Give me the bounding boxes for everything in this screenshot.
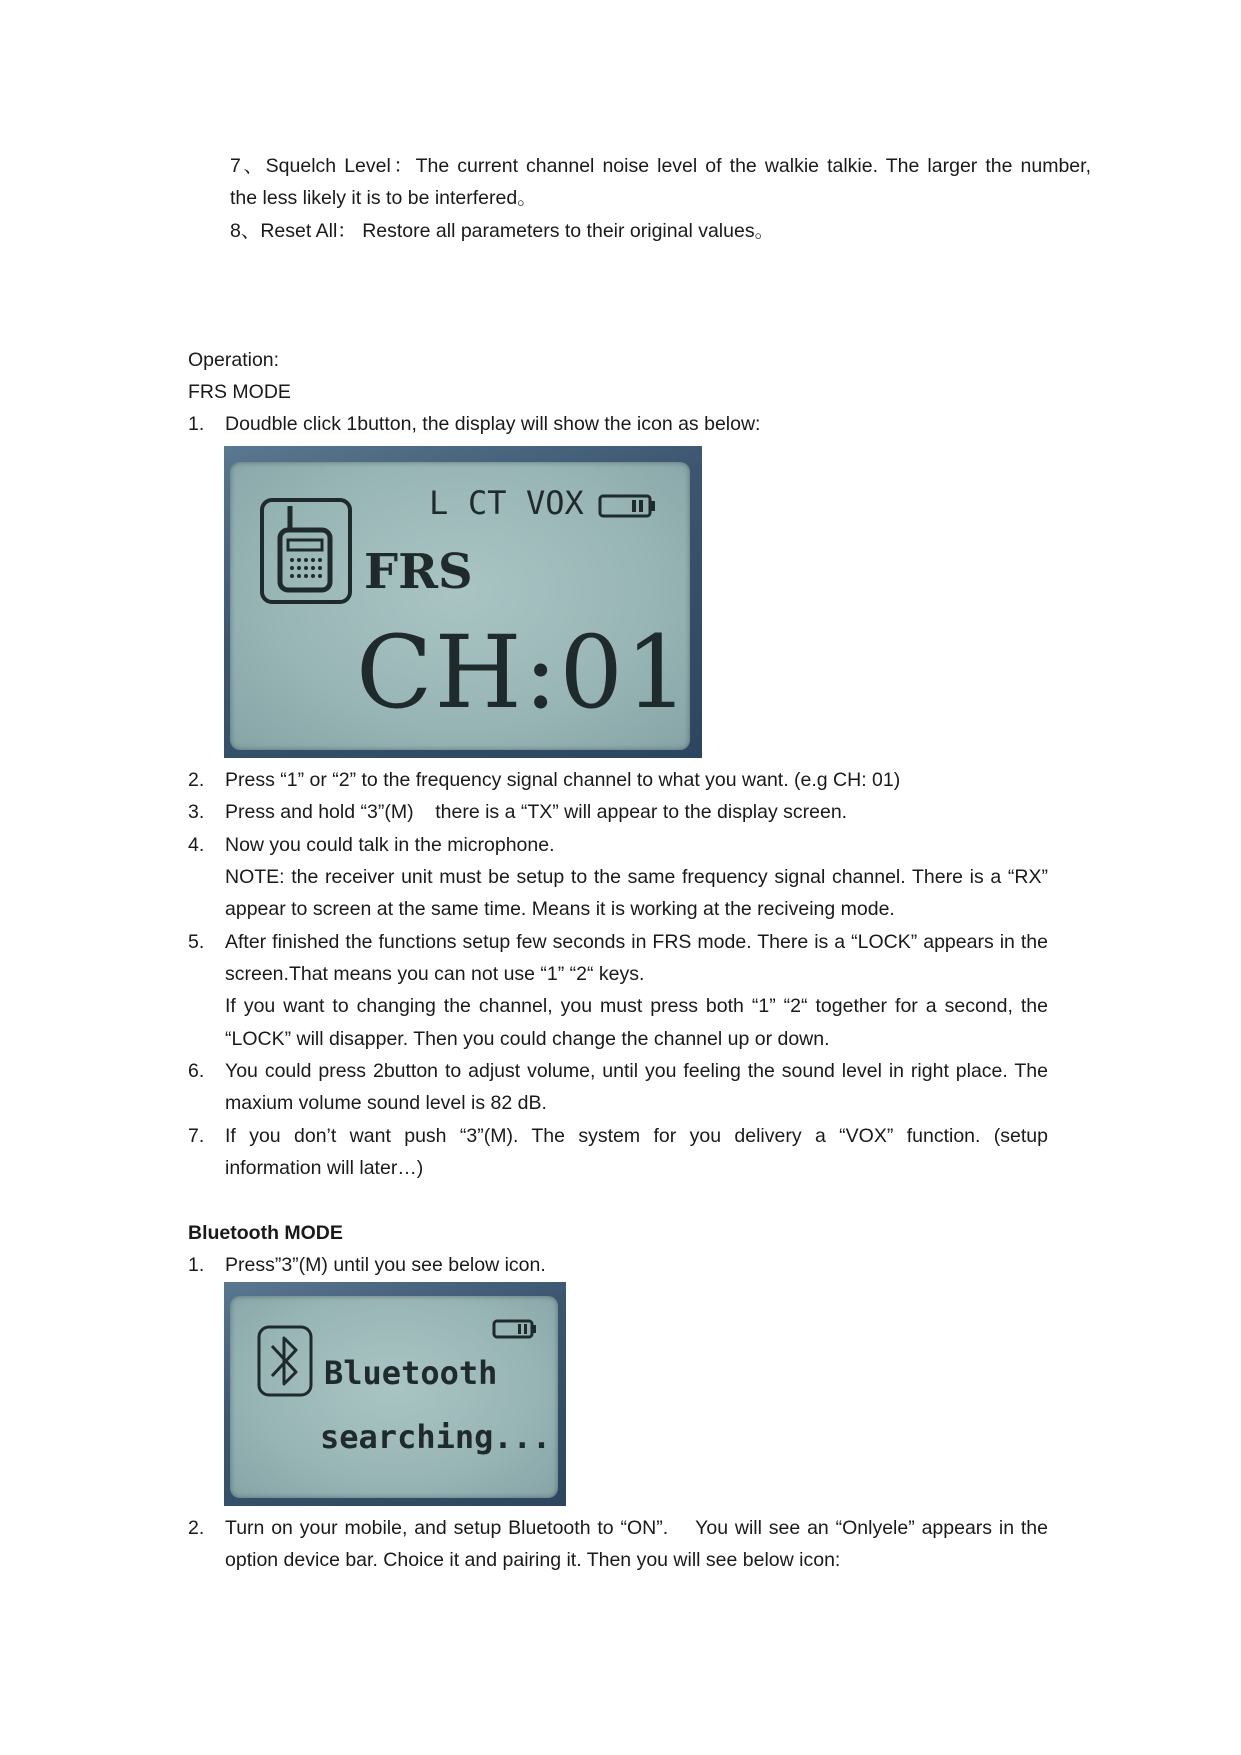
battery-icon xyxy=(598,493,658,519)
frs-step-4-line-1: Now you could talk in the microphone. xyxy=(225,834,555,856)
bt-step-1-number: 1. xyxy=(188,1254,205,1276)
lcd-bluetooth-title: Bluetooth xyxy=(324,1354,498,1392)
bt-step-2-line-2: option device bar. Choice it and pairing it. Then you will see below icon: xyxy=(225,1549,841,1571)
lcd-bluetooth-status: searching... xyxy=(320,1418,552,1456)
bluetooth-icon xyxy=(256,1324,314,1398)
frs-step-5-line-3: If you want to changing the channel, you must press both “1” “2“ together for a second, the xyxy=(225,995,1048,1017)
frs-step-3-text: Press and hold “3”(M) there is a “TX” will appear to the display screen. xyxy=(225,801,848,823)
frs-step-2-number: 2. xyxy=(188,769,205,791)
settings-item-7-line-1: 7、Squelch Level：The current channel noise level of the walkie talkie. The larger the number, xyxy=(230,155,1091,177)
settings-item-8: 8、Reset All： Restore all parameters to their original values。 xyxy=(230,220,775,242)
walkie-talkie-icon xyxy=(258,496,358,606)
frs-step-5-number: 5. xyxy=(188,931,205,953)
frs-mode-heading: FRS MODE xyxy=(188,381,291,403)
bluetooth-mode-heading: Bluetooth MODE xyxy=(188,1222,343,1244)
frs-step-7-line-2: information will later…) xyxy=(225,1157,424,1179)
lcd-mode-label: FRS xyxy=(364,544,473,600)
frs-step-5-line-2: screen.That means you can not use “1” “2“ keys. xyxy=(225,963,645,985)
frs-lcd-display xyxy=(224,446,702,758)
bt-step-1-text: Press”3”(M) until you see below icon. xyxy=(225,1254,546,1276)
frs-step-4-line-2: NOTE: the receiver unit must be setup to the same frequency signal channel. There is a “RX” xyxy=(225,866,1048,888)
frs-step-1-text: Doudble click 1button, the display will show the icon as below: xyxy=(225,413,761,435)
lcd-channel: CH:01 xyxy=(356,614,691,731)
battery-icon xyxy=(492,1318,540,1340)
frs-step-3-number: 3. xyxy=(188,801,205,823)
operation-heading: Operation: xyxy=(188,349,280,371)
frs-step-5-line-4: “LOCK” will disapper. Then you could change the channel up or down. xyxy=(225,1028,830,1050)
frs-step-6-number: 6. xyxy=(188,1060,205,1082)
frs-step-7-line-1: If you don’t want push “3”(M). The system for you delivery a “VOX” function. (setup xyxy=(225,1125,1048,1147)
frs-step-4-line-3: appear to screen at the same time. Means it is working at the reciveing mode. xyxy=(225,898,895,920)
frs-step-6-line-1: You could press 2button to adjust volume, until you feeling the sound level in right place. The xyxy=(225,1060,1048,1082)
frs-step-2-text: Press “1” or “2” to the frequency signal channel to what you want. (e.g CH: 01) xyxy=(225,769,901,791)
frs-step-6-line-2: maxium volume sound level is 82 dB. xyxy=(225,1092,547,1114)
lcd-status-vox: VOX xyxy=(526,484,584,522)
settings-item-7-line-2: the less likely it is to be interfered。 xyxy=(230,187,537,209)
bluetooth-lcd-display xyxy=(224,1282,566,1506)
frs-step-4-number: 4. xyxy=(188,834,205,856)
lcd-status-ct: CT xyxy=(468,484,507,522)
frs-step-1-number: 1. xyxy=(188,413,205,435)
bt-step-2-number: 2. xyxy=(188,1517,205,1539)
lcd-status-l: L xyxy=(429,484,449,522)
frs-step-5-line-1: After finished the functions setup few seconds in FRS mode. There is a “LOCK” appears in the xyxy=(225,931,1048,953)
bt-step-2-line-1: Turn on your mobile, and setup Bluetooth to “ON”. You will see an “Onlyele” appears in the xyxy=(225,1517,1048,1539)
frs-step-7-number: 7. xyxy=(188,1125,205,1147)
